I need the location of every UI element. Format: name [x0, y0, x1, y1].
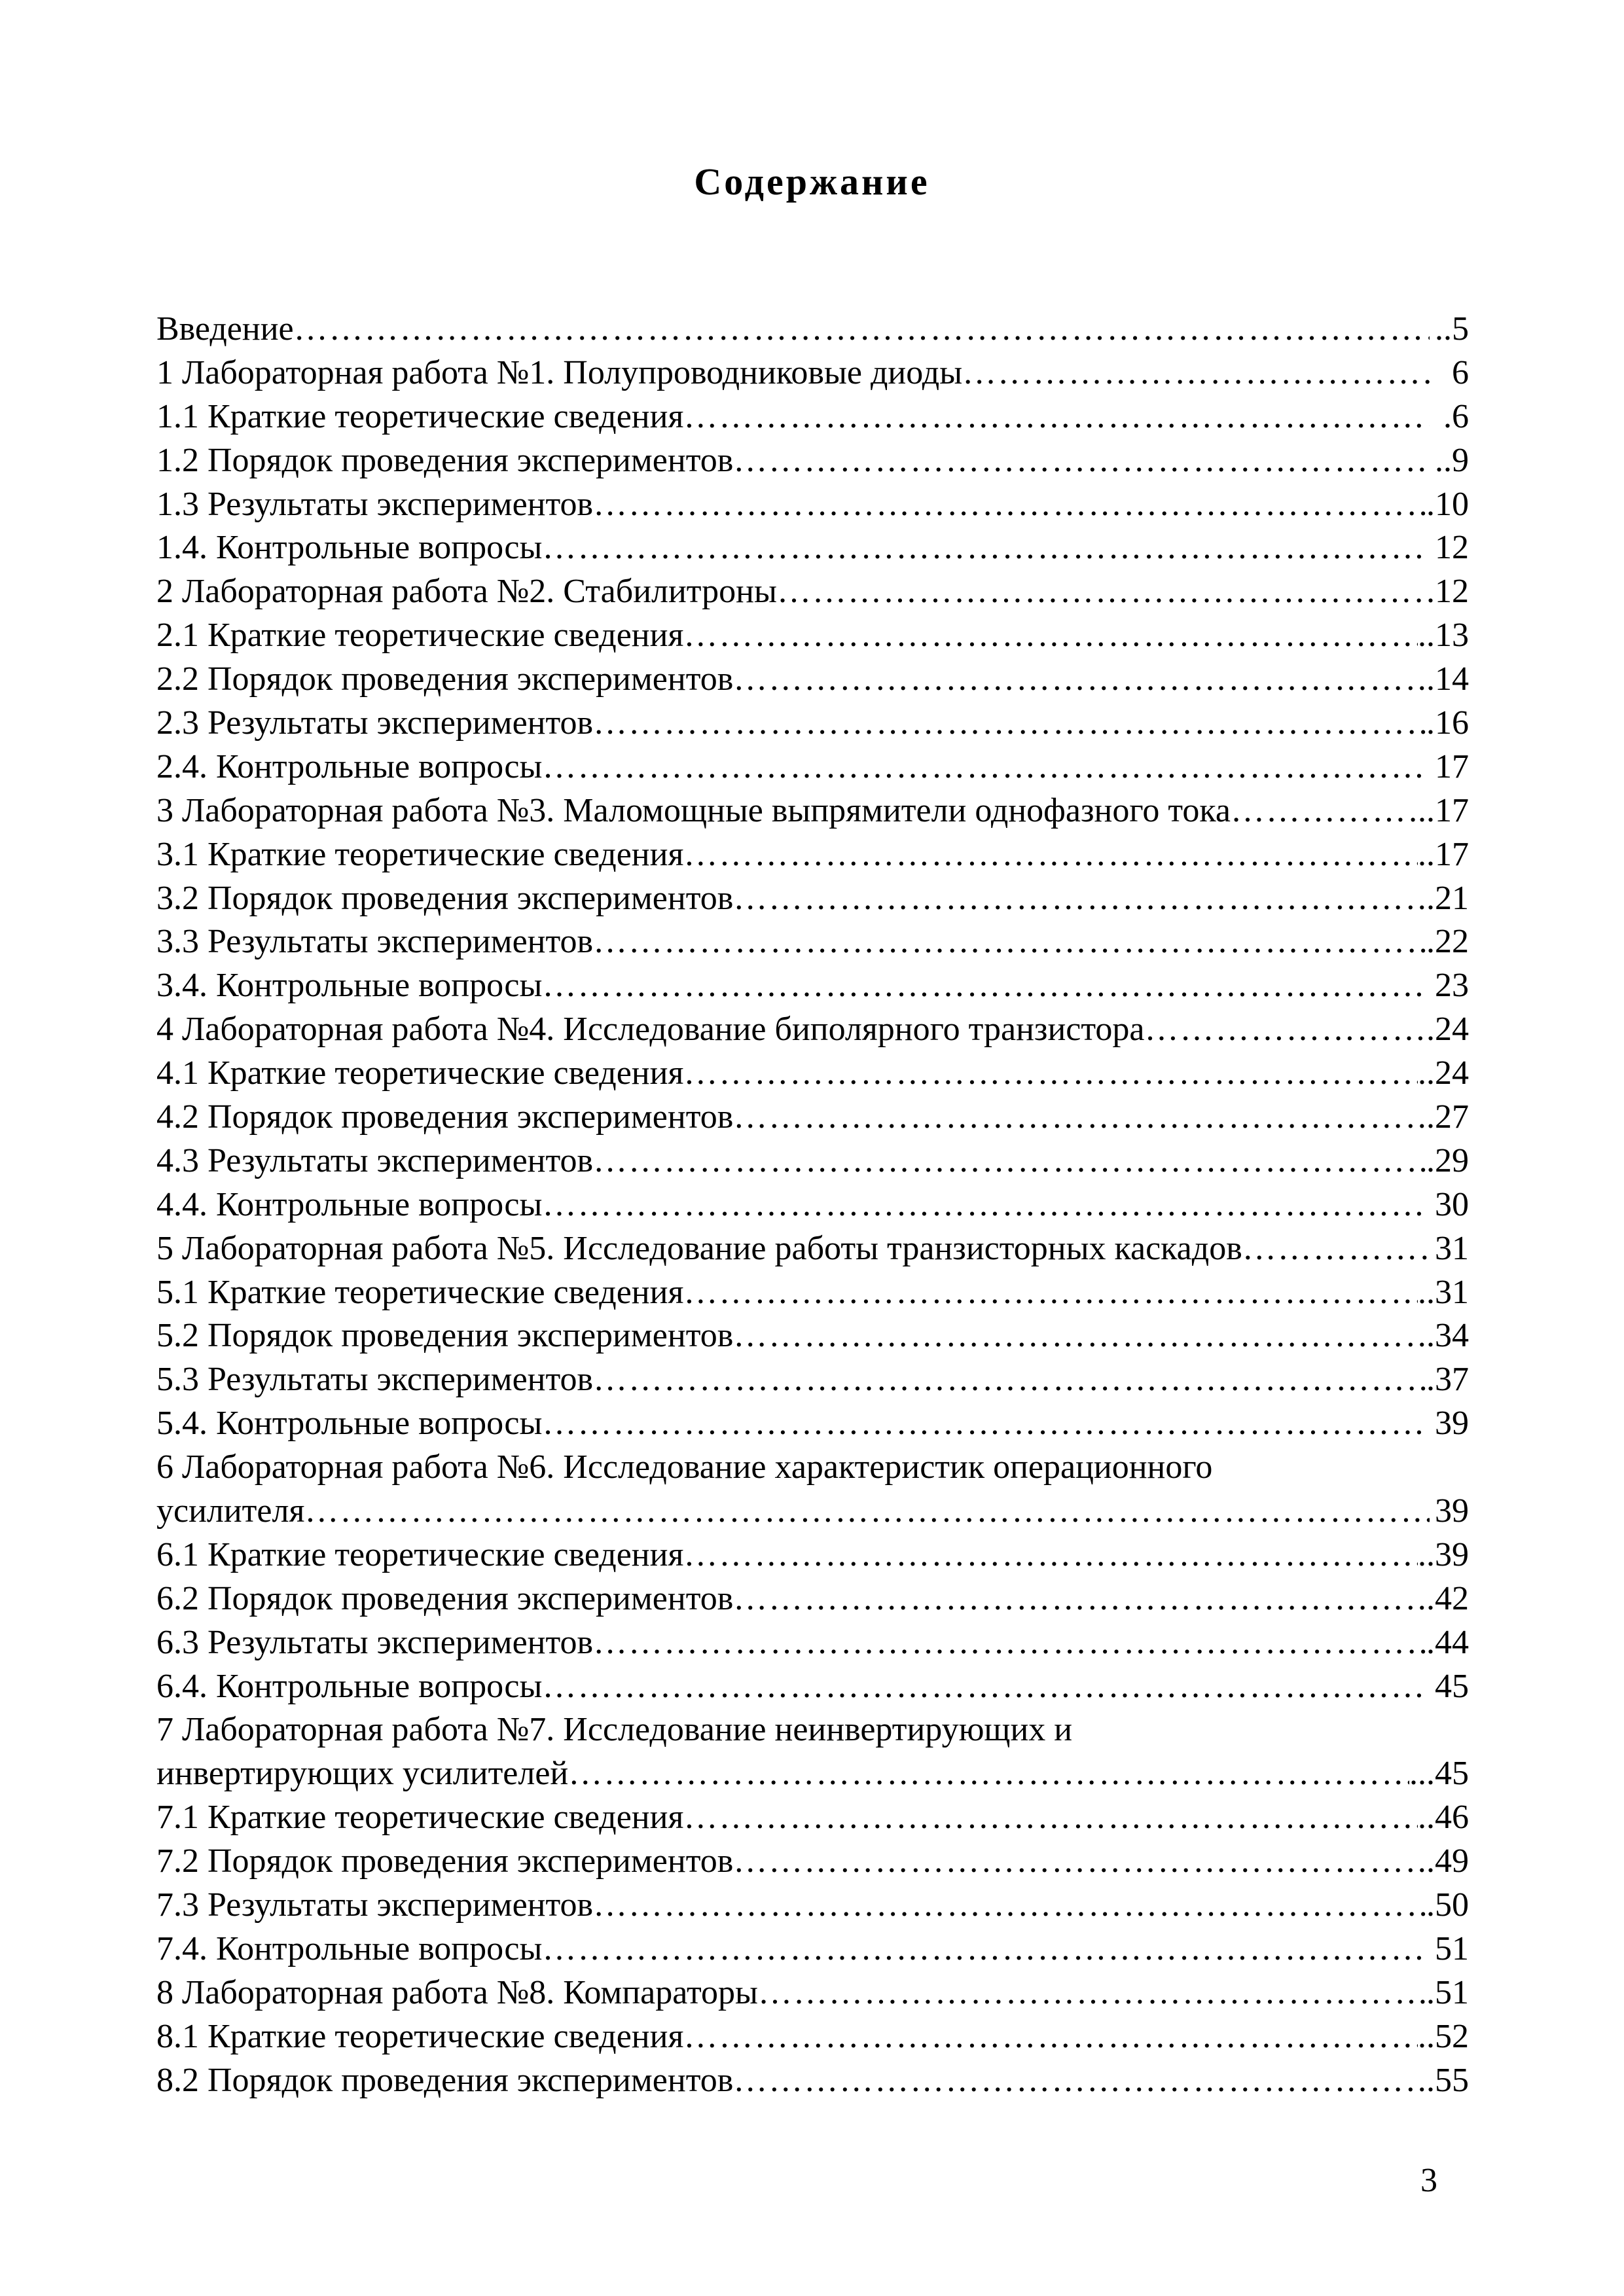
toc-entry-title: 7.2 Порядок проведения экспериментов: [156, 1842, 734, 1880]
toc-entry-title: 1.3 Результаты экспериментов: [156, 485, 594, 523]
toc-entry[interactable]: [156, 308, 1469, 351]
toc-entry-title: 4.3 Результаты экспериментов: [156, 1141, 594, 1179]
toc-entry[interactable]: [156, 1752, 1469, 1796]
toc-entry[interactable]: [156, 351, 1469, 395]
toc-entry-page-number: .16: [1426, 704, 1469, 742]
toc-dot-leader: [1145, 1008, 1427, 1052]
toc-entry[interactable]: [156, 1796, 1469, 1840]
toc-dot-leader: [294, 308, 1430, 351]
toc-entry-title: 2.3 Результаты экспериментов: [156, 704, 594, 742]
toc-entry-page-number: .37: [1426, 1361, 1469, 1399]
toc-entry[interactable]: [156, 702, 1469, 745]
toc-dot-leader: [542, 1928, 1430, 1971]
toc-entry-title: 1.4. Контрольные вопросы: [156, 529, 543, 567]
toc-dot-leader: [593, 702, 1426, 745]
toc-entry-title: 1.1 Краткие теоретические сведения: [156, 397, 684, 435]
toc-dot-leader: [733, 1096, 1426, 1139]
toc-entry-page-number: ..9: [1435, 441, 1469, 479]
toc-entry-title: 1.2 Порядок проведения экспериментов: [156, 441, 734, 479]
toc-entry-page-number: .22: [1426, 923, 1469, 961]
toc-dot-leader: [683, 2015, 1418, 2059]
toc-entry[interactable]: [156, 614, 1469, 658]
toc-entry-title: 6.4. Контрольные вопросы: [156, 1667, 543, 1705]
toc-entry-page-number: ..52: [1418, 2017, 1469, 2055]
toc-entry-title: 4.1 Краткие теоретические сведения: [156, 1054, 684, 1092]
toc-entry-page-number: ..5: [1435, 310, 1469, 348]
toc-entry-title: 6.2 Порядок проведения экспериментов: [156, 1579, 734, 1617]
toc-entry-title: Введение: [156, 310, 294, 348]
toc-dot-leader: [542, 1402, 1430, 1446]
toc-dot-leader: [733, 877, 1426, 921]
toc-entry-page-number: 39: [1435, 1492, 1469, 1530]
toc-entry-title: 7 Лабораторная работа №7. Исследование неинвертирующих и: [156, 1711, 1073, 1749]
toc-dot-leader: [542, 964, 1430, 1008]
toc-entry[interactable]: [156, 1052, 1469, 1096]
toc-dot-leader: [593, 483, 1426, 527]
toc-dot-leader: [733, 439, 1430, 483]
toc-entry-page-number: ..24: [1418, 1054, 1469, 1092]
toc-entry-title: 5.1 Краткие теоретические сведения: [156, 1273, 684, 1311]
toc-entry-page-number: ..17: [1418, 835, 1469, 873]
toc-entry[interactable]: [156, 833, 1469, 877]
toc-entry[interactable]: [156, 526, 1469, 570]
toc-entry-page-number: .24: [1426, 1011, 1469, 1049]
toc-dot-leader: [683, 395, 1430, 439]
toc-entry-title: усилителя: [156, 1492, 305, 1530]
page-title: Содержание: [694, 160, 930, 203]
toc-entry-title: 2.1 Краткие теоретические сведения: [156, 617, 684, 655]
toc-entry-title: 5.4. Контрольные вопросы: [156, 1405, 543, 1443]
toc-dot-leader: [683, 833, 1418, 877]
toc-entry[interactable]: [156, 1096, 1469, 1139]
toc-entry-page-number: .6: [1443, 397, 1469, 435]
toc-entry[interactable]: [156, 1621, 1469, 1665]
toc-entry-title: 4.2 Порядок проведения экспериментов: [156, 1098, 734, 1136]
toc-entry[interactable]: [156, 920, 1469, 964]
toc-entry-title: 3.3 Результаты экспериментов: [156, 923, 594, 961]
toc-entry-title: 8 Лабораторная работа №8. Компараторы: [156, 1973, 758, 2011]
toc-dot-leader: [733, 1314, 1426, 1358]
toc-dot-leader: [304, 1490, 1430, 1534]
toc-entry-page-number: 39: [1435, 1405, 1469, 1443]
toc-entry[interactable]: [156, 2059, 1469, 2103]
toc-entry[interactable]: [156, 789, 1469, 833]
toc-dot-leader: [733, 1577, 1426, 1621]
toc-entry[interactable]: [156, 1227, 1469, 1271]
toc-entry-page-number: .12: [1426, 573, 1469, 611]
toc-dot-leader: [1242, 1227, 1430, 1271]
toc-entry-title: 6 Лабораторная работа №6. Исследование характеристик операционного: [156, 1448, 1213, 1486]
toc-entry-title: 3.4. Контрольные вопросы: [156, 967, 543, 1005]
toc-entry-page-number: 31: [1435, 1229, 1469, 1267]
toc-entry-page-number: .29: [1426, 1141, 1469, 1179]
toc-entry-page-number: ...45: [1409, 1755, 1469, 1793]
toc-dot-leader: [733, 2059, 1426, 2103]
toc-entry-title: 4.4. Контрольные вопросы: [156, 1185, 543, 1223]
toc-entry-page-number: .50: [1426, 1886, 1469, 1924]
toc-entry[interactable]: [156, 439, 1469, 483]
toc-entry-page-number: ..46: [1418, 1799, 1469, 1837]
toc-entry-title: 7.1 Краткие теоретические сведения: [156, 1799, 684, 1837]
toc-entry[interactable]: [156, 1314, 1469, 1358]
toc-entry[interactable]: [156, 1665, 1469, 1709]
toc-entry[interactable]: [156, 1490, 1469, 1534]
toc-dot-leader: [683, 1052, 1418, 1096]
toc-dot-leader: [758, 1971, 1426, 2015]
toc-entry-title: 1 Лабораторная работа №1. Полупроводниковые диоды: [156, 353, 963, 391]
toc-entry[interactable]: [156, 1884, 1469, 1928]
toc-entry-page-number: .27: [1426, 1098, 1469, 1136]
toc-entry[interactable]: [156, 483, 1469, 527]
toc-entry-title: 3.2 Порядок проведения экспериментов: [156, 879, 734, 917]
toc-entry-page-number: 23: [1435, 967, 1469, 1005]
toc-entry-title: 8.2 Порядок проведения экспериментов: [156, 2061, 734, 2099]
toc-entry[interactable]: [156, 658, 1469, 702]
toc-entry[interactable]: [156, 745, 1469, 789]
toc-entry-title: 4 Лабораторная работа №4. Исследование биполярного транзистора: [156, 1011, 1145, 1049]
toc-dot-leader: [542, 745, 1430, 789]
toc-dot-leader: [542, 1665, 1430, 1709]
toc-entry-page-number: .42: [1426, 1579, 1469, 1617]
toc-dot-leader: [777, 570, 1426, 614]
toc-entry-page-number: .10: [1426, 485, 1469, 523]
toc-entry-page-number: .51: [1426, 1973, 1469, 2011]
toc-entry[interactable]: [156, 1928, 1469, 1971]
toc-entry-title: инвертирующих усилителей: [156, 1755, 569, 1793]
toc-dot-leader: [683, 1271, 1418, 1315]
toc-entry-page-number: 17: [1435, 747, 1469, 785]
toc-entry-page-number: ..13: [1418, 617, 1469, 655]
toc-entry[interactable]: [156, 2015, 1469, 2059]
toc-dot-leader: [683, 1534, 1418, 1577]
toc-entry-page-number: .49: [1426, 1842, 1469, 1880]
toc-dot-leader: [593, 920, 1426, 964]
toc-entry-page-number: 51: [1435, 1929, 1469, 1967]
toc-entry[interactable]: [156, 1139, 1469, 1183]
page-number: 3: [1420, 2162, 1437, 2199]
toc-dot-leader: [593, 1139, 1426, 1183]
toc-entry[interactable]: [156, 1709, 1469, 1753]
toc-entry-page-number: 30: [1435, 1185, 1469, 1223]
toc-entry-page-number: .55: [1426, 2061, 1469, 2099]
toc-entry-page-number: 6: [1452, 353, 1469, 391]
toc-entry-page-number: ..31: [1418, 1273, 1469, 1311]
toc-entry-page-number: .34: [1426, 1317, 1469, 1355]
toc-entry-page-number: .21: [1426, 879, 1469, 917]
toc-dot-leader: [733, 1840, 1426, 1884]
toc-entry-title: 6.1 Краткие теоретические сведения: [156, 1535, 684, 1573]
toc-dot-leader: [683, 614, 1418, 658]
toc-dot-leader: [542, 526, 1430, 570]
toc-entry-title: 5.3 Результаты экспериментов: [156, 1361, 594, 1399]
toc-entry-page-number: ..39: [1418, 1535, 1469, 1573]
toc-entry-title: 5 Лабораторная работа №5. Исследование работы транзисторных каскадов: [156, 1229, 1242, 1267]
toc-entry-title: 2 Лабораторная работа №2. Стабилитроны: [156, 573, 777, 611]
toc-entry[interactable]: [156, 1271, 1469, 1315]
toc-entry[interactable]: [156, 1183, 1469, 1227]
toc-entry-title: 2.2 Порядок проведения экспериментов: [156, 660, 734, 698]
toc-entry[interactable]: [156, 1402, 1469, 1446]
toc-entry-title: 7.4. Контрольные вопросы: [156, 1929, 543, 1967]
toc-dot-leader: [1231, 789, 1418, 833]
toc-dot-leader: [593, 1884, 1426, 1928]
toc-entry[interactable]: [156, 964, 1469, 1008]
toc-entry[interactable]: [156, 877, 1469, 921]
toc-entry[interactable]: [156, 1008, 1469, 1052]
toc-entry[interactable]: [156, 1446, 1469, 1490]
toc-entry[interactable]: [156, 1577, 1469, 1621]
toc-entry-page-number: .14: [1426, 660, 1469, 698]
toc-dot-leader: [962, 351, 1430, 395]
toc-entry-page-number: .44: [1426, 1623, 1469, 1661]
toc-entry[interactable]: [156, 395, 1469, 439]
toc-dot-leader: [593, 1358, 1426, 1402]
toc-dot-leader: [568, 1752, 1409, 1796]
toc-dot-leader: [683, 1796, 1418, 1840]
toc-entry-page-number: 12: [1435, 529, 1469, 567]
toc-entry[interactable]: [156, 1534, 1469, 1577]
toc-entry-page-number: 45: [1435, 1667, 1469, 1705]
toc-dot-leader: [542, 1183, 1430, 1227]
toc-entry-title: 7.3 Результаты экспериментов: [156, 1886, 594, 1924]
toc-entry-title: 3.1 Краткие теоретические сведения: [156, 835, 684, 873]
toc-entry[interactable]: [156, 1971, 1469, 2015]
toc-entry-title: 2.4. Контрольные вопросы: [156, 747, 543, 785]
toc-entry-title: 8.1 Краткие теоретические сведения: [156, 2017, 684, 2055]
toc-dot-leader: [593, 1621, 1426, 1665]
toc-entry-page-number: ..17: [1418, 791, 1469, 829]
toc-entry-title: 5.2 Порядок проведения экспериментов: [156, 1317, 734, 1355]
toc-dot-leader: [733, 658, 1426, 702]
toc-entry[interactable]: [156, 1840, 1469, 1884]
table-of-contents: [156, 308, 1469, 2103]
toc-entry[interactable]: [156, 570, 1469, 614]
toc-entry-title: 6.3 Результаты экспериментов: [156, 1623, 594, 1661]
toc-entry-title: 3 Лабораторная работа №3. Маломощные выпрямители однофазного тока: [156, 791, 1231, 829]
toc-entry[interactable]: [156, 1358, 1469, 1402]
